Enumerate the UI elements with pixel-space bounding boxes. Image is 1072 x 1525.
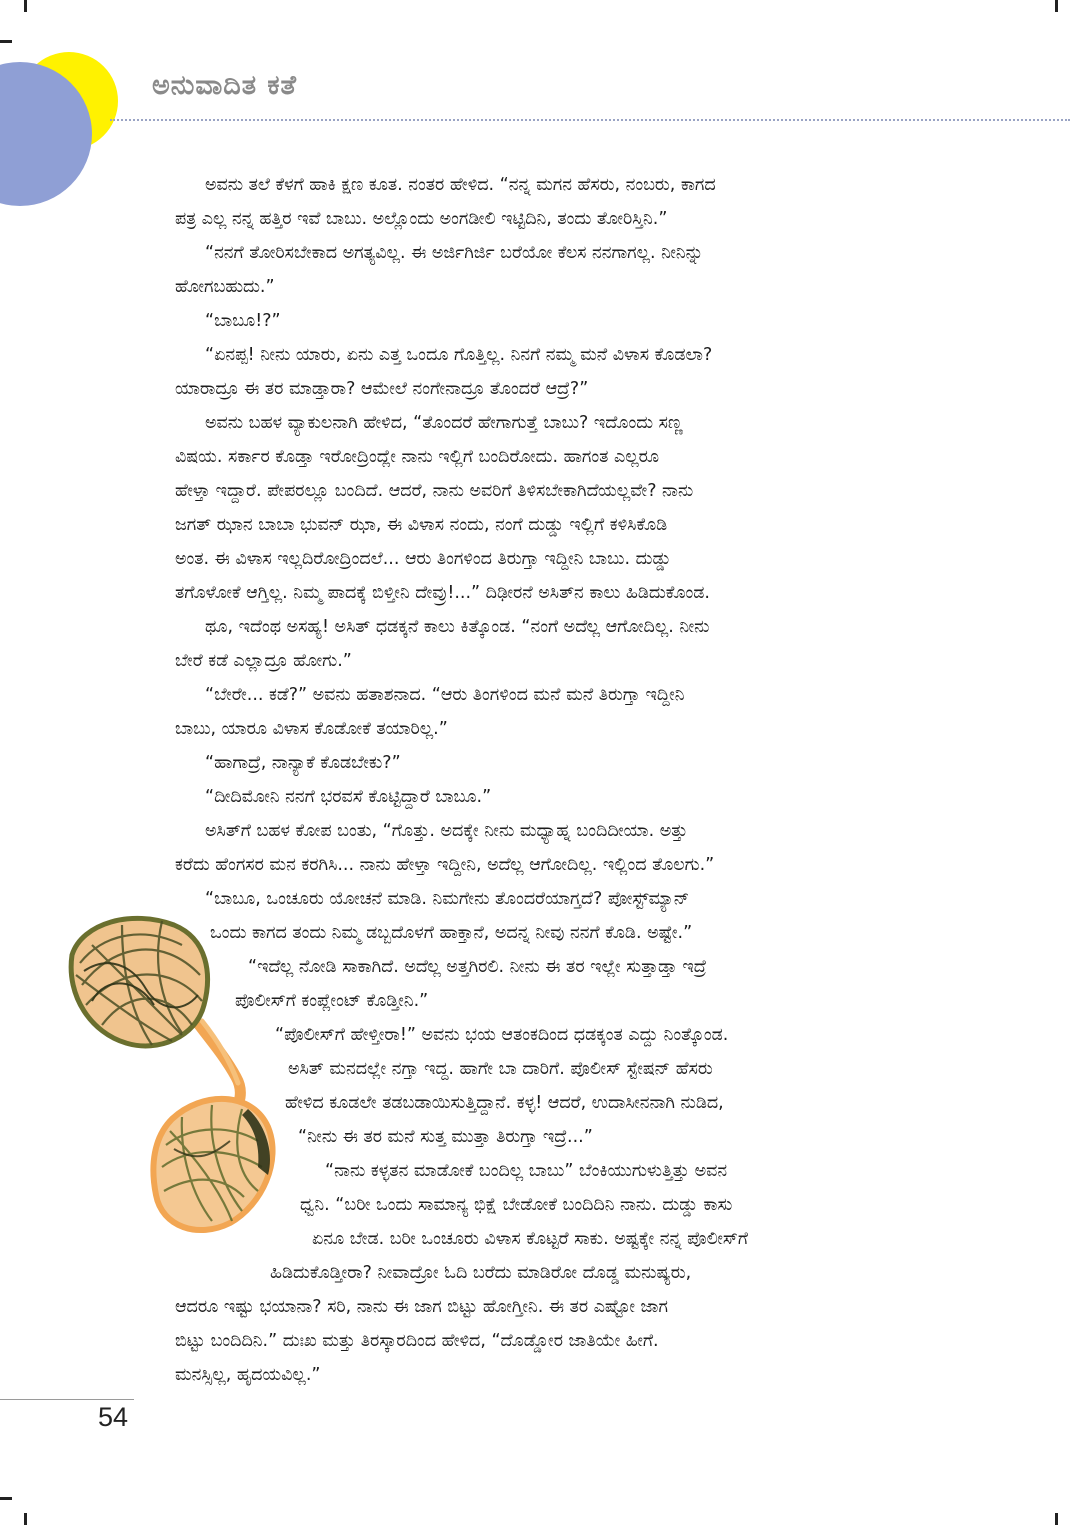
- text-line: ಪತ್ರ ಎಲ್ಲ ನನ್ನ ಹತ್ತಿರ ಇವೆ ಬಾಬು. ಅಲ್ಲೊಂದು ಅಂಗಡೀಲಿ ಇಟ್ಟಿದಿನಿ, ತಂದು ತೋರಿಸ್ತಿನಿ.”: [175, 209, 668, 229]
- text-line: ಅವನು ಬಹಳ ವ್ಯಾಕುಲನಾಗಿ ಹೇಳಿದ, “ತೊಂದರೆ ಹೇಗಾಗುತ್ತೆ ಬಾಬು? ಇದೊಂದು ಸಣ್ಣ: [205, 413, 683, 433]
- crop-mark-top-right: [1055, 0, 1058, 12]
- text-line: ಒಂದು ಕಾಗದ ತಂದು ನಿಮ್ಮ ಡಬ್ಬದೊಳಗೆ ಹಾಕ್ತಾನೆ, ಅದನ್ನ ನೀವು ನನಗೆ ಕೊಡಿ. ಅಷ್ಟೇ.”: [210, 923, 693, 943]
- text-line: ಹೋಗಬಹುದು.”: [175, 277, 275, 297]
- text-line: ಅಸಿತ್ ಮನದಲ್ಲೇ ನಗ್ತಾ ಇದ್ದ. ಹಾಗೇ ಬಾ ದಾರಿಗೆ. ಪೊಲೀಸ್ ಸ್ಟೇಷನ್ ಹೆಸರು: [288, 1059, 713, 1079]
- text-line: “ಪೊಲೀಸ್‌ಗೆ ಹೇಳ್ತೀರಾ!” ಅವನು ಭಯ ಆತಂಕದಿಂದ ಧಡಕ್ಕಂತ ಎದ್ದು ನಿಂತ್ಕೊಂಡ.: [275, 1025, 729, 1045]
- text-line: ಬಿಟ್ಟು ಬಂದಿದಿನಿ.” ದುಃಖ ಮತ್ತು ತಿರಸ್ಕಾರದಿಂದ ಹೇಳಿದ, “ದೊಡ್ಡೋರ ಜಾತಿಯೇ ಹೀಗೆ.: [175, 1331, 659, 1351]
- text-line: ಅಂತ. ಈ ವಿಳಾಸ ಇಲ್ಲದಿರೋದ್ರಿಂದಲೆ... ಆರು ತಿಂಗಳಿಂದ ತಿರುಗ್ತಾ ಇದ್ದೀನಿ ಬಾಬು. ದುಡ್ಡು: [175, 549, 672, 569]
- text-line: “ಬಾಬೂ, ಒಂಚೂರು ಯೋಚನೆ ಮಾಡಿ. ನಿಮಗೇನು ತೊಂದರೆಯಾಗ್ತದೆ? ಪೋಸ್ಟ್‌ಮ್ಯಾನ್: [205, 889, 690, 909]
- sunglasses-illustration: [62, 905, 282, 1235]
- text-line: ಕರೆದು ಹೆಂಗಸರ ಮನ ಕರಗಿಸಿ... ನಾನು ಹೇಳ್ತಾ ಇದ್ದೀನಿ, ಅದೆಲ್ಲ ಆಗೋದಿಲ್ಲ. ಇಲ್ಲಿಂದ ತೊಲಗು.”: [175, 855, 715, 875]
- lower-lens: [153, 1099, 272, 1230]
- dotted-title-rule: [110, 119, 1070, 121]
- text-line: ಅಸಿತ್‌ಗೆ ಬಹಳ ಕೋಪ ಬಂತು, “ಗೊತ್ತು. ಅದಕ್ಕೇ ನೀನು ಮಧ್ಯಾಹ್ನ ಬಂದಿದೀಯಾ. ಅತ್ತು: [205, 821, 688, 841]
- text-line: ಮನಸ್ಸಿಲ್ಲ, ಹೃದಯವಿಲ್ಲ.”: [175, 1365, 321, 1385]
- text-line: ಹಿಡಿದುಕೊಡ್ತೀರಾ? ನೀವಾದ್ರೋ ಓದಿ ಬರೆದು ಮಾಡಿರೋ ದೊಡ್ಡ ಮನುಷ್ಯರು,: [270, 1263, 692, 1283]
- crop-mark-left-bottom: [0, 1497, 12, 1500]
- text-line: ಹೇಳ್ತಾ ಇದ್ದಾರೆ. ಪೇಪರಲ್ಲೂ ಬಂದಿದೆ. ಆದರೆ, ನಾನು ಅವರಿಗೆ ತಿಳಿಸಬೇಕಾಗಿದೆಯಲ್ಲವೇ? ನಾನು: [175, 481, 694, 501]
- text-line: ಯಾರಾದ್ರೂ ಈ ತರ ಮಾಡ್ತಾರಾ? ಆಮೇಲೆ ನಂಗೇನಾದ್ರೂ ತೊಂದರೆ ಆದ್ರೆ?”: [175, 379, 589, 399]
- crop-mark-left-top: [0, 40, 12, 43]
- footer-rule: [0, 1399, 134, 1400]
- crop-mark-top-left: [24, 0, 27, 12]
- text-line: ಏನೂ ಬೇಡ. ಬರೀ ಒಂಚೂರು ವಿಳಾಸ ಕೊಟ್ಟರೆ ಸಾಕು. ಅಷ್ಟಕ್ಕೇ ನನ್ನ ಪೊಲೀಸ್‌ಗೆ: [312, 1229, 749, 1249]
- crop-mark-bottom-right: [1055, 1513, 1058, 1525]
- text-line: ಜಗತ್ ಝಾನ ಬಾಬಾ ಭುವನ್ ಝಾ, ಈ ವಿಳಾಸ ನಂದು, ನಂಗೆ ದುಡ್ಡು ಇಲ್ಲಿಗೆ ಕಳಿಸಿಕೊಡಿ: [175, 515, 668, 535]
- crop-mark-bottom-left: [24, 1513, 27, 1525]
- text-line: “ದೀದಿಮೋನಿ ನನಗೆ ಭರವಸೆ ಕೊಟ್ಟಿದ್ದಾರೆ ಬಾಬೂ.”: [205, 787, 492, 807]
- text-line: ಆದರೂ ಇಷ್ಟು ಭಯಾನಾ? ಸರಿ, ನಾನು ಈ ಜಾಗ ಬಿಟ್ಟು ಹೋಗ್ತೀನಿ. ಈ ತರ ಎಷ್ಟೋ ಜಾಗ: [175, 1297, 668, 1317]
- text-line: “ನಾನು ಕಳ್ಳತನ ಮಾಡೋಕೆ ಬಂದಿಲ್ಲ ಬಾಬು” ಬೆಂಕಿಯುಗುಳುತ್ತಿತ್ತು ಅವನ: [325, 1161, 728, 1181]
- section-title: ಅನುವಾದಿತ ಕತೆ: [152, 70, 297, 101]
- text-line: ಅವನು ತಲೆ ಕೆಳಗೆ ಹಾಕಿ ಕ್ಷಣ ಕೂತ. ನಂತರ ಹೇಳಿದ. “ನನ್ನ ಮಗನ ಹೆಸರು, ನಂಬರು, ಕಾಗದ: [205, 175, 716, 195]
- text-line: “ಹಾಗಾದ್ರೆ, ನಾನ್ಯಾಕೆ ಕೊಡಬೇಕು?”: [205, 753, 401, 773]
- text-line: ಥೂ, ಇದೆಂಥ ಅಸಹ್ಯ! ಅಸಿತ್ ಧಡಕ್ಕನೆ ಕಾಲು ಕಿತ್ಕೊಂಡ. “ನಂಗೆ ಅದೆಲ್ಲ ಆಗೋದಿಲ್ಲ. ನೀನು: [205, 617, 710, 637]
- text-line: “ನನಗೆ ತೋರಿಸಬೇಕಾದ ಅಗತ್ಯವಿಲ್ಲ. ಈ ಅರ್ಜಿಗಿರ್ಜಿ ಬರೆಯೋ ಕೆಲಸ ನನಗಾಗಲ್ಲ. ನೀನಿನ್ನು: [205, 243, 704, 263]
- page-number: 54: [98, 1402, 129, 1432]
- text-line: ತಗೊಳೋಕೆ ಆಗ್ತಿಲ್ಲ. ನಿಮ್ಮ ಪಾದಕ್ಕೆ ಬಿಳ್ತೀನಿ ದೇವ್ರು!...” ದಿಢೀರನೆ ಅಸಿತ್‌ನ ಕಾಲು ಹಿಡಿದುಕೊಂಡ.: [175, 583, 710, 603]
- text-line: ಪೊಲೀಸ್‌ಗೆ ಕಂಪ್ಲೇಂಟ್ ಕೊಡ್ತೀನಿ.”: [235, 991, 429, 1011]
- text-line: “ಏನಪ್ಪ! ನೀನು ಯಾರು, ಏನು ಎತ್ತ ಒಂದೂ ಗೊತ್ತಿಲ್ಲ. ನಿನಗೆ ನಮ್ಮ ಮನೆ ವಿಳಾಸ ಕೊಡಲಾ?: [205, 345, 713, 365]
- text-line: ಧ್ವನಿ. “ಬರೀ ಒಂದು ಸಾಮಾನ್ಯ ಭಿಕ್ಷೆ ಬೇಡೋಕೆ ಬಂದಿದಿನಿ ನಾನು. ದುಡ್ಡು ಕಾಸು: [300, 1195, 733, 1215]
- text-line: ಬೇರೆ ಕಡೆ ಎಲ್ಲಾದ್ರೂ ಹೋಗು.”: [175, 651, 352, 671]
- text-line: “ಬಾಬೂ!?”: [205, 311, 281, 331]
- text-line: “ಬೇರೇ... ಕಡೆ?” ಅವನು ಹತಾಶನಾದ. “ಆರು ತಿಂಗಳಿಂದ ಮನೆ ಮನೆ ತಿರುಗ್ತಾ ಇದ್ದೀನಿ: [205, 685, 685, 705]
- text-line: ಬಾಬು, ಯಾರೂ ವಿಳಾಸ ಕೊಡೋಕೆ ತಯಾರಿಲ್ಲ.”: [175, 719, 448, 739]
- text-line: “ನೀನು ಈ ತರ ಮನೆ ಸುತ್ತ ಮುತ್ತಾ ತಿರುಗ್ತಾ ಇದ್ರೆ...”: [298, 1127, 593, 1147]
- text-line: “ಇದೆಲ್ಲ ನೋಡಿ ಸಾಕಾಗಿದೆ. ಅದೆಲ್ಲ ಅತ್ತಗಿರಲಿ. ನೀನು ಈ ತರ ಇಲ್ಲೇ ಸುತ್ತಾಡ್ತಾ ಇದ್ರೆ: [248, 957, 707, 977]
- text-line: ವಿಷಯ. ಸರ್ಕಾರ ಕೊಡ್ತಾ ಇರೋದ್ರಿಂದ್ಲೇ ನಾನು ಇಲ್ಲಿಗೆ ಬಂದಿರೋದು. ಹಾಗಂತ ಎಲ್ಲರೂ: [175, 447, 660, 467]
- upper-lens: [71, 918, 207, 1046]
- text-line: ಹೇಳಿದ ಕೂಡಲೇ ತಡಬಡಾಯಿಸುತ್ತಿದ್ದಾನೆ. ಕಳ್ಳ! ಆದರೆ, ಉದಾಸೀನನಾಗಿ ನುಡಿದ,: [285, 1093, 724, 1113]
